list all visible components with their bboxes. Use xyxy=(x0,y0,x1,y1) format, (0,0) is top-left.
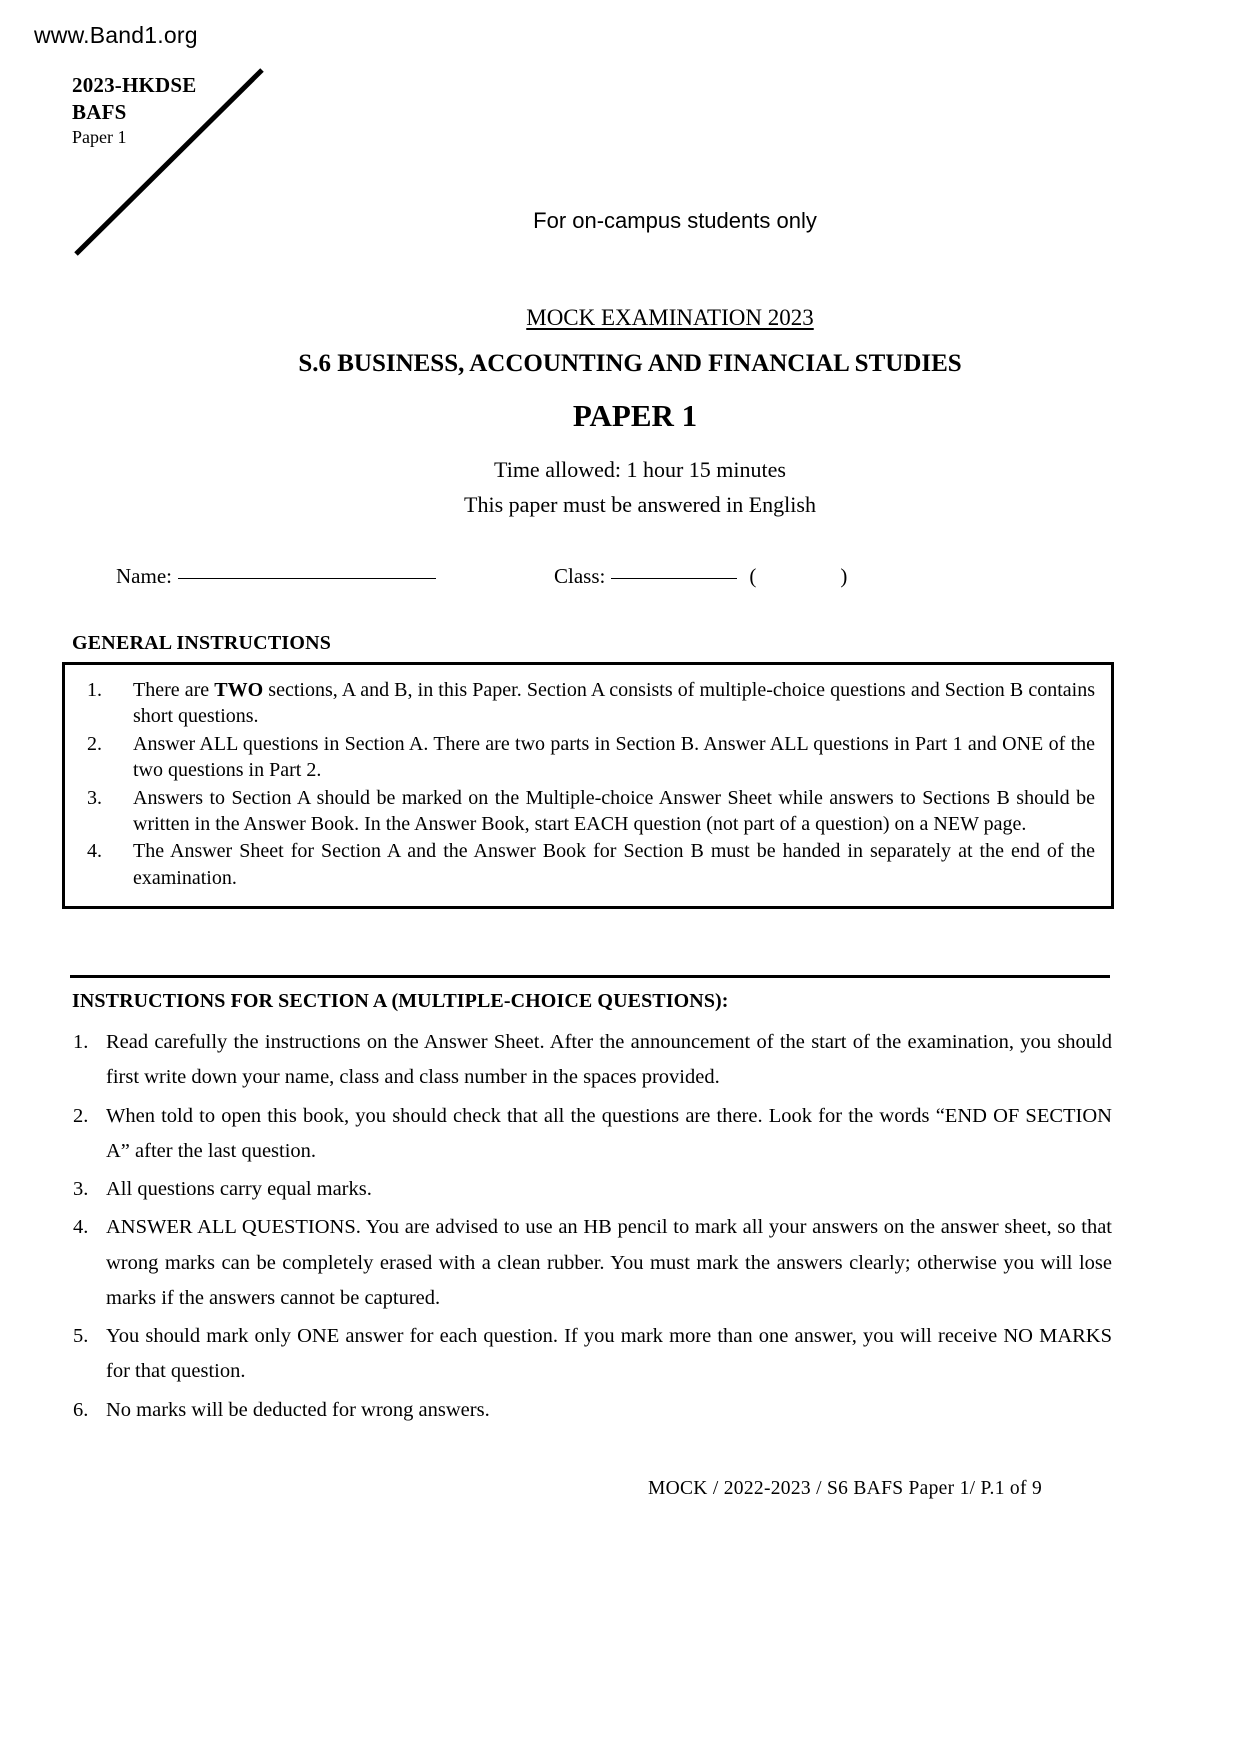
list-item xyxy=(75,677,1095,730)
list-item-text: When told to open this book, you should check that all the questions are there. Look for the words “END OF SECTION A” after the last question. xyxy=(106,1104,1112,1162)
general-instructions-heading: GENERAL INSTRUCTIONS xyxy=(72,632,332,654)
list-item-number: 2. xyxy=(73,1104,89,1127)
list-item-text-bold: TWO xyxy=(214,679,264,701)
list-item-text: Answer ALL questions in Section A. There are two parts in Section B. Answer ALL questions in Part 1 and ONE of the two questions in Part 2. xyxy=(133,732,1095,782)
class-label: Class: xyxy=(553,564,606,588)
list-item xyxy=(70,1319,1112,1390)
candidate-fields-row xyxy=(116,564,1116,589)
class-number-paren-close: ) xyxy=(840,564,848,588)
list-item-text: ANSWER ALL QUESTIONS. You are advised to use an HB pencil to mark all your answers on the answer sheet, so that wrong marks can be completely erased with a clean rubber. You must mark the answers clearly; otherwise you will lose marks if the answers cannot be captured. xyxy=(106,1216,1112,1309)
list-item-number: 5. xyxy=(73,1325,89,1347)
list-item-text: Read carefully the instructions on the Answer Sheet. After the announcement of the start of the examination, you should first write down your name, class and class number in the spaces provided. xyxy=(106,1031,1112,1089)
list-item-text-pre: There are xyxy=(133,679,215,701)
list-item xyxy=(70,1172,1112,1207)
list-item xyxy=(70,1099,1112,1170)
list-item-number: 4. xyxy=(87,840,102,863)
mock-exam-title-text: MOCK EXAMINATION 2023 xyxy=(526,305,814,330)
list-item-number: 3. xyxy=(73,1178,89,1200)
list-item-text: No marks will be deducted for wrong answers. xyxy=(106,1398,490,1421)
list-item-number: 6. xyxy=(73,1398,89,1421)
exam-code-paper: Paper 1 xyxy=(72,126,127,147)
general-instructions-box xyxy=(62,662,1114,909)
name-label: Name: xyxy=(116,564,172,588)
class-field-group xyxy=(554,564,847,588)
list-item-text-post: sections, A and B, in this Paper. Section A consists of multiple-choice questions and Section B contains short questions. xyxy=(133,679,1096,728)
language-requirement: This paper must be answered in English xyxy=(464,492,816,517)
list-item-number: 2. xyxy=(87,732,102,755)
section-a-instructions-list xyxy=(70,1025,1112,1431)
section-divider xyxy=(70,975,1110,978)
list-item-number: 3. xyxy=(87,786,102,809)
exam-code-subject: BAFS xyxy=(72,99,127,124)
list-item-text: You should mark only ONE answer for each question. If you mark more than one answer, you will receive NO MARKS for that question. xyxy=(106,1325,1112,1383)
page-footer: MOCK / 2022-2023 / S6 BAFS Paper 1/ P.1 of 9 xyxy=(647,1478,1042,1499)
general-instructions-list xyxy=(75,677,1095,891)
list-item-number: 4. xyxy=(73,1216,89,1239)
section-a-instructions-heading: INSTRUCTIONS FOR SECTION A (MULTIPLE-CHOICE QUESTIONS): xyxy=(72,990,729,1012)
exam-code-year: 2023-HKDSE xyxy=(72,73,197,97)
list-item xyxy=(75,838,1095,891)
name-input[interactable] xyxy=(178,577,436,579)
list-item xyxy=(75,731,1095,784)
list-item-text: The Answer Sheet for Section A and the Answer Book for Section B must be handed in separately at the end of the examination. xyxy=(133,840,1095,889)
list-item xyxy=(75,785,1095,838)
site-watermark: www.Band1.org xyxy=(34,22,198,48)
class-number-paren-open: ( xyxy=(749,564,757,588)
list-item-number: 1. xyxy=(87,679,102,701)
list-item-text: All questions carry equal marks. xyxy=(106,1178,372,1200)
class-input[interactable] xyxy=(611,577,737,579)
exam-code-block xyxy=(72,72,197,149)
list-item xyxy=(70,1210,1112,1316)
on-campus-notice: For on-campus students only xyxy=(533,208,817,233)
mock-exam-title xyxy=(0,305,1240,331)
list-item-text: Answers to Section A should be marked on the Multiple-choice Answer Sheet while answers to Sections B should be written in the Answer Book. In the Answer Book, start EACH question (not part of a question) on a NEW page. xyxy=(133,786,1095,835)
list-item-number: 1. xyxy=(73,1031,89,1053)
time-allowed: Time allowed: 1 hour 15 minutes xyxy=(494,457,786,482)
list-item xyxy=(70,1393,1112,1428)
paper-title: PAPER 1 xyxy=(572,398,698,433)
list-item xyxy=(70,1025,1112,1096)
subject-title: S.6 BUSINESS, ACCOUNTING AND FINANCIAL STUDIES xyxy=(298,350,962,377)
